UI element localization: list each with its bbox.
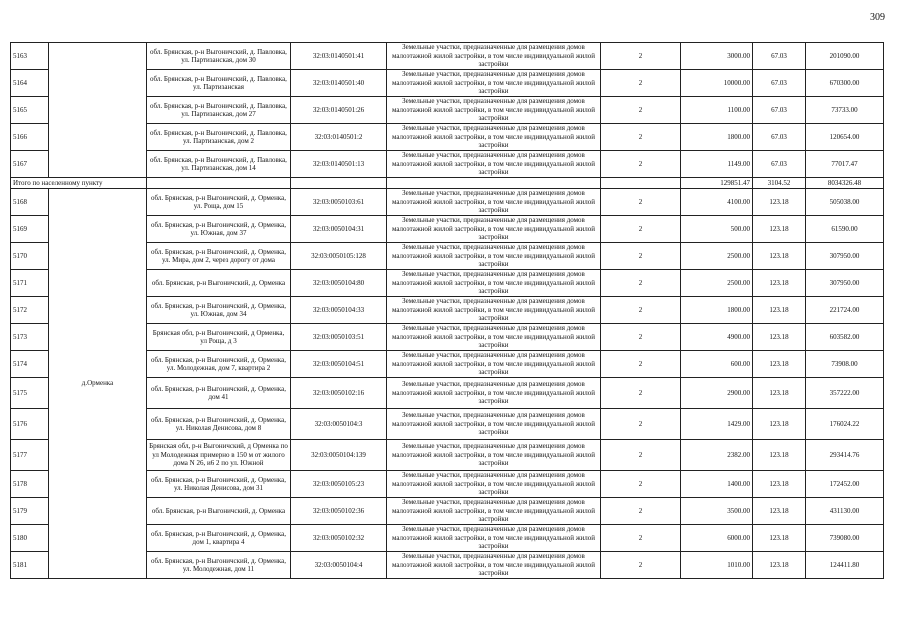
area-cell: 1400.00 xyxy=(681,471,753,498)
category-cell: 2 xyxy=(601,189,681,216)
cadastral-value-cell: 221724.00 xyxy=(806,297,884,324)
area-cell: 500.00 xyxy=(681,216,753,243)
category-cell: 2 xyxy=(601,525,681,552)
category-cell: 2 xyxy=(601,440,681,471)
cadastral-number-cell: 32:03:0050104:4 xyxy=(291,552,387,579)
table-row xyxy=(11,43,884,70)
area-cell: 1149.00 xyxy=(681,151,753,178)
address-cell: обл. Брянская, р-н Выгоничский, д. Павловка, ул. Партизанская, дом 14 xyxy=(147,151,291,178)
land-use-cell: Земельные участки, предназначенные для размещения домов малоэтажной жилой застройки, в том числе индивидуальной жилой застройки xyxy=(387,70,601,97)
rate-cell: 123.18 xyxy=(753,440,806,471)
cadastral-number-cell: 32:03:0050104:3 xyxy=(291,409,387,440)
area-cell: 6000.00 xyxy=(681,525,753,552)
category-cell: 2 xyxy=(601,378,681,409)
cadastral-value-cell: 73908.00 xyxy=(806,351,884,378)
area-cell: 10000.00 xyxy=(681,70,753,97)
area-cell: 1429.00 xyxy=(681,409,753,440)
total-area: 129851.47 xyxy=(681,178,753,189)
empty-cell xyxy=(147,178,291,189)
category-cell: 2 xyxy=(601,97,681,124)
row-number: 5172 xyxy=(11,297,49,324)
category-cell: 2 xyxy=(601,409,681,440)
address-cell: обл. Брянская, р-н Выгоничский, д. Орменка, ул. Николая Денисова, дом 31 xyxy=(147,471,291,498)
address-cell: обл. Брянская, р-н Выгоничский, д. Павловка, ул. Партизанская, дом 27 xyxy=(147,97,291,124)
land-use-cell: Земельные участки, предназначенные для размещения домов малоэтажной жилой застройки, в том числе индивидуальной жилой застройки xyxy=(387,97,601,124)
area-cell: 1010.00 xyxy=(681,552,753,579)
category-cell: 2 xyxy=(601,552,681,579)
row-number: 5173 xyxy=(11,324,49,351)
address-cell: обл. Брянская, р-н Выгоничский, д. Павловка, ул. Партизанская, дом 2 xyxy=(147,124,291,151)
category-cell: 2 xyxy=(601,324,681,351)
cadastral-number-cell: 32:03:0140501:13 xyxy=(291,151,387,178)
cadastral-value-cell: 124411.80 xyxy=(806,552,884,579)
rate-cell: 123.18 xyxy=(753,552,806,579)
category-cell: 2 xyxy=(601,297,681,324)
rate-cell: 123.18 xyxy=(753,297,806,324)
row-number: 5163 xyxy=(11,43,49,70)
cadastral-number-cell: 32:03:0050103:51 xyxy=(291,324,387,351)
cadastral-number-cell: 32:03:0050105:23 xyxy=(291,471,387,498)
cadastral-number-cell: 32:03:0140501:26 xyxy=(291,97,387,124)
area-cell: 1800.00 xyxy=(681,124,753,151)
area-cell: 3500.00 xyxy=(681,498,753,525)
area-cell: 4100.00 xyxy=(681,189,753,216)
empty-cell xyxy=(387,178,601,189)
rate-cell: 67.03 xyxy=(753,151,806,178)
land-use-cell: Земельные участки, предназначенные для размещения домов малоэтажной жилой застройки, в том числе индивидуальной жилой застройки xyxy=(387,471,601,498)
rate-cell: 123.18 xyxy=(753,378,806,409)
row-number: 5181 xyxy=(11,552,49,579)
row-number: 5178 xyxy=(11,471,49,498)
area-cell: 2900.00 xyxy=(681,378,753,409)
cadastral-value-cell: 307950.00 xyxy=(806,270,884,297)
land-use-cell: Земельные участки, предназначенные для размещения домов малоэтажной жилой застройки, в том числе индивидуальной жилой застройки xyxy=(387,270,601,297)
cadastral-value-cell: 357222.00 xyxy=(806,378,884,409)
rate-cell: 123.18 xyxy=(753,471,806,498)
address-cell: обл. Брянская, р-н Выгоничский, д. Орменка, дом 1, квартира 4 xyxy=(147,525,291,552)
land-use-cell: Земельные участки, предназначенные для размещения домов малоэтажной жилой застройки, в том числе индивидуальной жилой застройки xyxy=(387,552,601,579)
cadastral-number-cell: 32:03:0140501:40 xyxy=(291,70,387,97)
area-cell: 1100.00 xyxy=(681,97,753,124)
area-cell: 2382.00 xyxy=(681,440,753,471)
cadastral-number-cell: 32:03:0050104:139 xyxy=(291,440,387,471)
address-cell: Брянская обл, р-н Выгоничский, д Орменка по ул Молодежная примерно в 150 м от жилого дома N 26, и6 2 по ул. Южной xyxy=(147,440,291,471)
category-cell: 2 xyxy=(601,471,681,498)
address-cell: обл. Брянская, р-н Выгоничский, д. Орменка, ул. Мира, дом 2, через дорогу от дома xyxy=(147,243,291,270)
land-registry-table xyxy=(10,42,884,579)
cadastral-number-cell: 32:03:0050102:32 xyxy=(291,525,387,552)
rate-cell: 123.18 xyxy=(753,351,806,378)
row-number: 5165 xyxy=(11,97,49,124)
land-use-cell: Земельные участки, предназначенные для размещения домов малоэтажной жилой застройки, в том числе индивидуальной жилой застройки xyxy=(387,378,601,409)
cadastral-number-cell: 32:03:0140501:41 xyxy=(291,43,387,70)
cadastral-value-cell: 176024.22 xyxy=(806,409,884,440)
rate-cell: 123.18 xyxy=(753,243,806,270)
cadastral-number-cell: 32:03:0050102:36 xyxy=(291,498,387,525)
cadastral-value-cell: 120654.00 xyxy=(806,124,884,151)
total-row xyxy=(11,178,884,189)
category-cell: 2 xyxy=(601,70,681,97)
table-row xyxy=(11,189,884,216)
category-cell: 2 xyxy=(601,270,681,297)
land-use-cell: Земельные участки, предназначенные для размещения домов малоэтажной жилой застройки, в том числе индивидуальной жилой застройки xyxy=(387,324,601,351)
rate-cell: 123.18 xyxy=(753,324,806,351)
row-number: 5171 xyxy=(11,270,49,297)
row-number: 5176 xyxy=(11,409,49,440)
total-rate: 3104.52 xyxy=(753,178,806,189)
rate-cell: 67.03 xyxy=(753,97,806,124)
cadastral-value-cell: 505038.00 xyxy=(806,189,884,216)
land-use-cell: Земельные участки, предназначенные для размещения домов малоэтажной жилой застройки, в том числе индивидуальной жилой застройки xyxy=(387,124,601,151)
cadastral-number-cell: 32:03:0050104:51 xyxy=(291,351,387,378)
land-use-cell: Земельные участки, предназначенные для размещения домов малоэтажной жилой застройки, в том числе индивидуальной жилой застройки xyxy=(387,409,601,440)
cadastral-value-cell: 670300.00 xyxy=(806,70,884,97)
area-cell: 2500.00 xyxy=(681,270,753,297)
cadastral-number-cell: 32:03:0050104:31 xyxy=(291,216,387,243)
address-cell: обл. Брянская, р-н Выгоничский, д. Орменка xyxy=(147,498,291,525)
cadastral-value-cell: 293414.76 xyxy=(806,440,884,471)
category-cell: 2 xyxy=(601,243,681,270)
cadastral-number-cell: 32:03:0050104:33 xyxy=(291,297,387,324)
cadastral-value-cell: 431130.00 xyxy=(806,498,884,525)
row-number: 5166 xyxy=(11,124,49,151)
area-cell: 3000.00 xyxy=(681,43,753,70)
address-cell: обл. Брянская, р-н Выгоничский, д. Орменка, ул. Южная, дом 34 xyxy=(147,297,291,324)
cadastral-number-cell: 32:03:0050104:80 xyxy=(291,270,387,297)
land-use-cell: Земельные участки, предназначенные для размещения домов малоэтажной жилой застройки, в том числе индивидуальной жилой застройки xyxy=(387,440,601,471)
rate-cell: 123.18 xyxy=(753,270,806,297)
area-cell: 4900.00 xyxy=(681,324,753,351)
land-use-cell: Земельные участки, предназначенные для размещения домов малоэтажной жилой застройки, в том числе индивидуальной жилой застройки xyxy=(387,297,601,324)
rate-cell: 123.18 xyxy=(753,189,806,216)
category-cell: 2 xyxy=(601,351,681,378)
row-number: 5177 xyxy=(11,440,49,471)
area-cell: 1800.00 xyxy=(681,297,753,324)
row-number: 5168 xyxy=(11,189,49,216)
cadastral-value-cell: 77017.47 xyxy=(806,151,884,178)
cadastral-number-cell: 32:03:0050102:16 xyxy=(291,378,387,409)
address-cell: обл. Брянская, р-н Выгоничский, д. Орменка, ул. Роща, дом 15 xyxy=(147,189,291,216)
rate-cell: 123.18 xyxy=(753,525,806,552)
locality-cell xyxy=(49,43,147,178)
category-cell: 2 xyxy=(601,43,681,70)
cadastral-number-cell: 32:03:0050103:61 xyxy=(291,189,387,216)
row-number: 5167 xyxy=(11,151,49,178)
rate-cell: 123.18 xyxy=(753,409,806,440)
cadastral-number-cell: 32:03:0050105:128 xyxy=(291,243,387,270)
land-use-cell: Земельные участки, предназначенные для размещения домов малоэтажной жилой застройки, в том числе индивидуальной жилой застройки xyxy=(387,525,601,552)
category-cell: 2 xyxy=(601,498,681,525)
address-cell: обл. Брянская, р-н Выгоничский, д. Орменка, ул. Молодежная, дом 11 xyxy=(147,552,291,579)
address-cell: обл. Брянская, р-н Выгоничский, д. Орменка, ул. Николая Денисова, дом 8 xyxy=(147,409,291,440)
cadastral-value-cell: 603582.00 xyxy=(806,324,884,351)
category-cell: 2 xyxy=(601,124,681,151)
land-use-cell: Земельные участки, предназначенные для размещения домов малоэтажной жилой застройки, в том числе индивидуальной жилой застройки xyxy=(387,151,601,178)
row-number: 5180 xyxy=(11,525,49,552)
rate-cell: 67.03 xyxy=(753,124,806,151)
area-cell: 600.00 xyxy=(681,351,753,378)
row-number: 5170 xyxy=(11,243,49,270)
cadastral-value-cell: 307950.00 xyxy=(806,243,884,270)
row-number: 5175 xyxy=(11,378,49,409)
address-cell: обл. Брянская, р-н Выгоничский, д. Павловка, ул. Партизанская, дом 30 xyxy=(147,43,291,70)
category-cell: 2 xyxy=(601,151,681,178)
address-cell: Брянская обл, р-н Выгоничский, д Орменка, ул Роща, д 3 xyxy=(147,324,291,351)
row-number: 5169 xyxy=(11,216,49,243)
cadastral-value-cell: 73733.00 xyxy=(806,97,884,124)
address-cell: обл. Брянская, р-н Выгоничский, д. Орменка, дом 41 xyxy=(147,378,291,409)
land-use-cell: Земельные участки, предназначенные для размещения домов малоэтажной жилой застройки, в том числе индивидуальной жилой застройки xyxy=(387,189,601,216)
land-use-cell: Земельные участки, предназначенные для размещения домов малоэтажной жилой застройки, в том числе индивидуальной жилой застройки xyxy=(387,498,601,525)
address-cell: обл. Брянская, р-н Выгоничский, д. Павловка, ул. Партизанская xyxy=(147,70,291,97)
page-number: 309 xyxy=(870,12,885,23)
address-cell: обл. Брянская, р-н Выгоничский, д. Орменка, ул. Молодежная, дом 7, квартира 2 xyxy=(147,351,291,378)
cadastral-value-cell: 172452.00 xyxy=(806,471,884,498)
area-cell: 2500.00 xyxy=(681,243,753,270)
land-use-cell: Земельные участки, предназначенные для размещения домов малоэтажной жилой застройки, в том числе индивидуальной жилой застройки xyxy=(387,351,601,378)
empty-cell xyxy=(601,178,681,189)
cadastral-number-cell: 32:03:0140501:2 xyxy=(291,124,387,151)
rate-cell: 67.03 xyxy=(753,70,806,97)
rate-cell: 67.03 xyxy=(753,43,806,70)
total-label: Итого по населенному пункту xyxy=(11,178,147,189)
row-number: 5179 xyxy=(11,498,49,525)
rate-cell: 123.18 xyxy=(753,498,806,525)
rate-cell: 123.18 xyxy=(753,216,806,243)
locality-label: д.Орменка xyxy=(49,189,147,579)
address-cell: обл. Брянская, р-н Выгоничский, д. Орменка, ул. Южная, дом 37 xyxy=(147,216,291,243)
total-value: 8034326.48 xyxy=(806,178,884,189)
registry-body xyxy=(11,43,884,579)
land-use-cell: Земельные участки, предназначенные для размещения домов малоэтажной жилой застройки, в том числе индивидуальной жилой застройки xyxy=(387,43,601,70)
empty-cell xyxy=(291,178,387,189)
cadastral-value-cell: 61590.00 xyxy=(806,216,884,243)
land-use-cell: Земельные участки, предназначенные для размещения домов малоэтажной жилой застройки, в том числе индивидуальной жилой застройки xyxy=(387,216,601,243)
category-cell: 2 xyxy=(601,216,681,243)
row-number: 5164 xyxy=(11,70,49,97)
land-use-cell: Земельные участки, предназначенные для размещения домов малоэтажной жилой застройки, в том числе индивидуальной жилой застройки xyxy=(387,243,601,270)
address-cell: обл. Брянская, р-н Выгоничский, д. Орменка xyxy=(147,270,291,297)
cadastral-value-cell: 739080.00 xyxy=(806,525,884,552)
row-number: 5174 xyxy=(11,351,49,378)
cadastral-value-cell: 201090.00 xyxy=(806,43,884,70)
